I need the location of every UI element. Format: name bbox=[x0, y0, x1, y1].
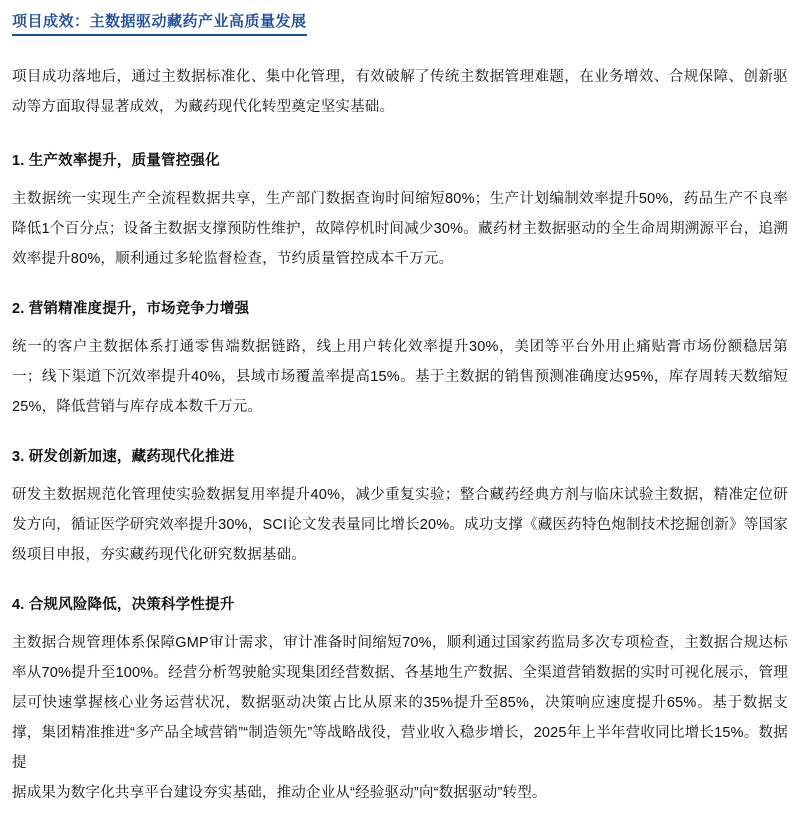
section-4-body: 主数据合规管理体系保障GMP审计需求，审计准备时间缩短70%，顺利通过国家药监局多次专项检查，主数据合规达标率从70%提升至100%。经营分析驾驶舱实现集团经营数据、各基地生产数据、全渠道营销数据的实时可视化展示，管理层可快速掌握核心业务运营状况，数据驱动决策占比从原来的35%提升至85%，决策响应速度提升65%。基于数据支撑，集团精准推进“多产品全域营销”“制造领先”等战略战役，营业收入稳步增长，2025年上半年营收同比增长15%。数据提 bbox=[12, 635, 788, 771]
section-3-heading: 3. 研发创新加速，藏药现代化推进 bbox=[12, 449, 235, 465]
section-2-body: 统一的客户主数据体系打通零售端数据链路，线上用户转化效率提升30%，美团等平台外用止痛贴膏市场份额稳居第一；线下渠道下沉效率提升40%，县域市场覆盖率提高15%。基于主数据的销售预测准确度达95%，库存周转天数缩短25%，降低营销与库存成本数千万元。 bbox=[12, 339, 788, 415]
section-4-body-continued: 据成果为数字化共享平台建设夯实基础，推动企业从“经验驱动”向“数据驱动”转型。 bbox=[12, 785, 547, 801]
section-1-body: 主数据统一实现生产全流程数据共享，生产部门数据查询时间缩短80%；生产计划编制效率提升50%，药品生产不良率降低1个百分点；设备主数据支撑预防性维护，故障停机时间减少30%。藏药材主数据驱动的全生命周期溯源平台，追溯效率提升80%，顺利通过多轮监督检查，节约质量管控成本千万元。 bbox=[12, 191, 788, 267]
title-row bbox=[10, 8, 790, 36]
intro-paragraph: 项目成功落地后，通过主数据标准化、集中化管理，有效破解了传统主数据管理难题，在业务增效、合规保障、创新驱动等方面取得显著成效，为藏药现代化转型奠定坚实基础。 bbox=[12, 69, 788, 115]
section-2 bbox=[12, 296, 788, 422]
section-1-heading: 1. 生产效率提升，质量管控强化 bbox=[12, 153, 220, 169]
section-1 bbox=[12, 148, 788, 274]
section-3 bbox=[12, 444, 788, 570]
section-4 bbox=[12, 592, 788, 808]
page-title: 项目成效：主数据驱动藏药产业高质量发展 bbox=[12, 10, 307, 36]
section-4-heading: 4. 合规风险降低，决策科学性提升 bbox=[12, 597, 235, 613]
section-3-body: 研发主数据规范化管理使实验数据复用率提升40%，减少重复实验；整合藏药经典方剂与临床试验主数据，精准定位研发方向，循证医学研究效率提升30%，SCI论文发表量同比增长20%。成功支撑《藏医药特色炮制技术挖掘创新》等国家级项目申报，夯实藏药现代化研究数据基础。 bbox=[12, 487, 788, 563]
section-2-heading: 2. 营销精准度提升，市场竞争力增强 bbox=[12, 301, 250, 317]
